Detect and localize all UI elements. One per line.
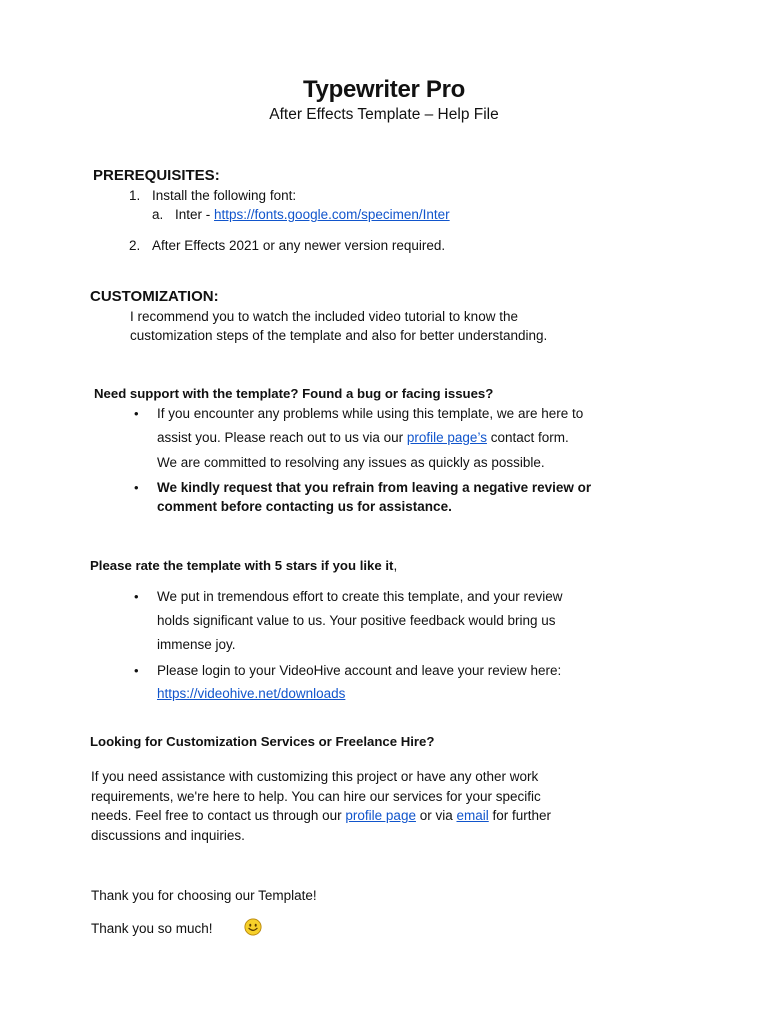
smiley-face-icon: [244, 918, 262, 941]
thanks-line-2: Thank you so much!: [91, 921, 213, 936]
profile-page-link[interactable]: profile page: [345, 808, 416, 823]
support-heading: Need support with the template? Found a bug or facing issues?: [94, 386, 494, 401]
support-bullet-1-line-1: If you encounter any problems while using this template, we are here to: [157, 406, 584, 421]
freelance-line-2: requirements, we're here to help. You can hire our services for your specific: [91, 789, 541, 804]
inter-font-link[interactable]: https://fonts.google.com/specimen/Inter: [214, 207, 450, 222]
freelance-heading: Looking for Customization Services or Freelance Hire?: [90, 734, 435, 749]
customization-heading: CUSTOMIZATION:: [90, 288, 219, 305]
prereq-sub-a-text: Inter -: [175, 207, 215, 222]
prereq-item-1-text: Install the following font:: [152, 188, 297, 203]
rate-heading-text: Please rate the template with 5 stars if you like it: [90, 558, 394, 573]
prereq-sub-a-label: a.: [152, 207, 164, 222]
rate-heading-comma: ,: [393, 558, 398, 573]
rate-heading: [90, 557, 397, 575]
support-bullet-2-marker: •: [134, 480, 139, 495]
support-bullet-1-line-3: We are committed to resolving any issues as quickly as possible.: [157, 455, 545, 470]
rate-bullet-1-line-1: We put in tremendous effort to create this template, and your review: [157, 589, 563, 604]
prerequisites-heading: PREREQUISITES:: [93, 167, 220, 184]
rate-bullet-1-marker: •: [134, 589, 139, 604]
freelance-line-1: If you need assistance with customizing this project or have any other work: [91, 769, 539, 784]
videohive-downloads-link[interactable]: https://videohive.net/downloads: [157, 686, 346, 701]
freelance-line-3-post: for further: [488, 808, 552, 823]
thanks-line-1: Thank you for choosing our Template!: [91, 888, 317, 903]
rate-bullet-2-line-1: Please login to your VideoHive account and leave your review here:: [157, 663, 562, 678]
support-line-2-pre: assist you. Please reach out to us via our: [157, 430, 407, 445]
freelance-line-4: discussions and inquiries.: [91, 828, 245, 843]
document-subtitle: After Effects Template – Help File: [269, 106, 499, 123]
freelance-line-3-pre: needs. Feel free to contact us through our: [91, 808, 346, 823]
support-line-2-post: contact form.: [486, 430, 569, 445]
support-bullet-1-line-2: [157, 430, 569, 445]
rate-bullet-1-line-3: immense joy.: [157, 637, 236, 652]
support-bullet-2-line-2: comment before contacting us for assistance.: [157, 499, 452, 514]
prereq-item-2-number: 2.: [129, 238, 141, 253]
prereq-item-2-text: After Effects 2021 or any newer version required.: [152, 238, 446, 253]
freelance-line-3-mid: or via: [415, 808, 457, 823]
document-title: Typewriter Pro: [302, 76, 466, 103]
prereq-sub-a: [175, 207, 450, 222]
rate-bullet-2-line-2: [157, 686, 345, 701]
customization-line-2: customization steps of the template and also for better understanding.: [130, 328, 548, 343]
customization-line-1: I recommend you to watch the included video tutorial to know the: [130, 309, 518, 324]
email-link[interactable]: email: [456, 808, 489, 823]
freelance-line-3: [91, 808, 551, 823]
profile-page-contact-link[interactable]: profile page’s: [406, 430, 487, 445]
rate-bullet-1-line-2: holds significant value to us. Your positive feedback would bring us: [157, 613, 556, 628]
prereq-item-1-number: 1.: [129, 188, 141, 203]
rate-bullet-2-marker: •: [134, 663, 139, 678]
support-bullet-2-line-1: We kindly request that you refrain from leaving a negative review or: [157, 480, 592, 495]
support-bullet-1-marker: •: [134, 406, 139, 421]
